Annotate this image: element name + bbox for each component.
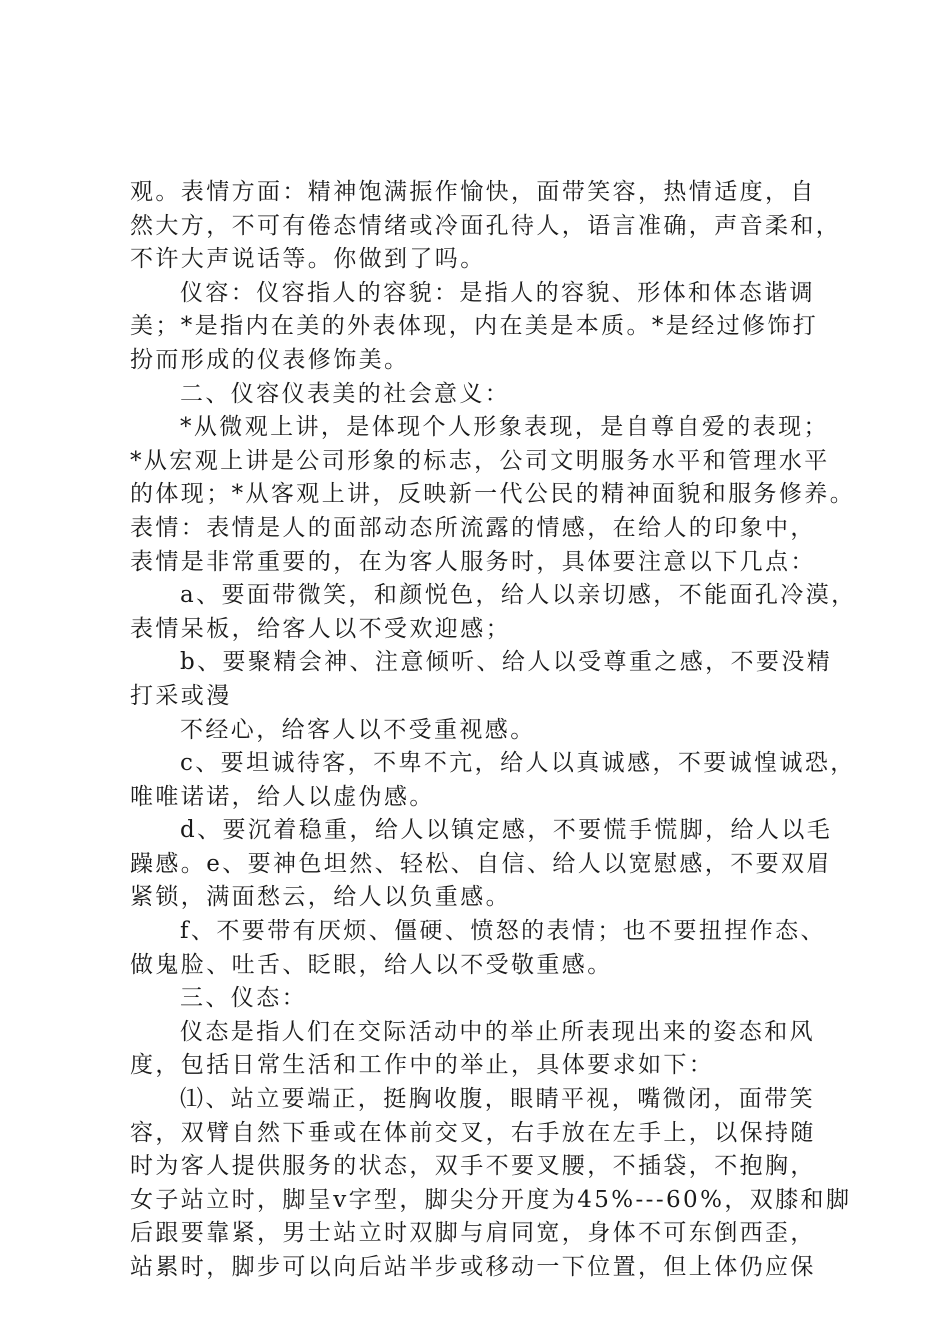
text-line: 不许大声说话等。你做到了吗。	[130, 246, 486, 273]
text-line: 唯唯诺诺，给人以虚伪感。	[130, 783, 435, 810]
text-line: b、要聚精会神、注意倾听、给人以受尊重之感，不要没精	[180, 649, 833, 676]
text-line: 度，包括日常生活和工作中的举止，具体要求如下：	[130, 1052, 715, 1079]
text-line: 然大方，不可有倦态情绪或冷面孔待人，语言准确，声音柔和，	[130, 212, 842, 239]
text-line: 做鬼脸、吐舌、眨眼，给人以不受敬重感。	[130, 951, 613, 978]
text-line: *从宏观上讲是公司形象的标志，公司文明服务水平和管理水平	[130, 447, 830, 474]
text-line: 躁感。e、要神色坦然、轻松、自信、给人以宽慰感，不要双眉	[130, 850, 832, 877]
text-line: a、要面带微笑，和颜悦色，给人以亲切感，不能面孔冷漠，	[180, 582, 857, 609]
text-line: 观。表情方面：精神饱满振作愉快，面带笑容，热情适度，自	[130, 179, 816, 205]
text-line: d、要沉着稳重，给人以镇定感，不要慌手慌脚，给人以毛	[180, 817, 833, 844]
text-line: ⑴、站立要端正，挺胸收腹，眼睛平视，嘴微闭，面带笑	[180, 1086, 815, 1113]
text-line: 后跟要靠紧，男士站立时双脚与肩同宽，身体不可东倒西歪，	[130, 1220, 816, 1247]
text-line: c、要坦诚待客，不卑不亢，给人以真诚感，不要诚惶诚恐，	[180, 750, 856, 777]
text-line: 站累时，脚步可以向后站半步或移动一下位置，但上体仍应保	[130, 1254, 816, 1280]
text-line: 紧锁，满面愁云，给人以负重感。	[130, 884, 511, 911]
text-line: 女子站立时，脚呈v字型，脚尖分开度为45%---60%，双膝和脚	[130, 1186, 852, 1213]
text-line: 三、仪态：	[180, 985, 307, 1012]
text-line: 二、仪容仪表美的社会意义：	[180, 380, 511, 407]
text-line: f、不要带有厌烦、僵硬、愤怒的表情；也不要扭捏作态、	[180, 918, 826, 945]
text-line: 仪容：仪容指人的容貌：是指人的容貌、形体和体态谐调	[180, 279, 815, 306]
text-line: 容，双臂自然下垂或在体前交叉，右手放在左手上，以保持随	[130, 1119, 816, 1146]
text-line: 美；*是指内在美的外表体现，内在美是本质。*是经过修饰打	[130, 313, 819, 340]
text-line: 表情：表情是人的面部动态所流露的情感，在给人的印象中，	[130, 514, 816, 541]
text-line: 表情呆板，给客人以不受欢迎感；	[130, 615, 511, 642]
text-line: 仪态是指人们在交际活动中的举止所表现出来的姿态和风	[180, 1018, 815, 1045]
text-line: *从微观上讲，是体现个人形象表现，是自尊自爱的表现；	[180, 414, 829, 441]
text-line: 打采或漫	[130, 682, 232, 709]
body-text	[130, 176, 857, 1285]
text-line: 扮而形成的仪表修饰美。	[130, 346, 410, 373]
text-line: 时为客人提供服务的状态，双手不要叉腰，不插袋，不抱胸，	[130, 1153, 816, 1180]
text-line: 的体现；*从客观上讲，反映新一代公民的精神面貌和服务修养。	[130, 481, 856, 508]
text-line: 表情是非常重要的，在为客人服务时，具体要注意以下几点：	[130, 548, 816, 575]
text-line: 不经心，给客人以不受重视感。	[180, 716, 536, 743]
